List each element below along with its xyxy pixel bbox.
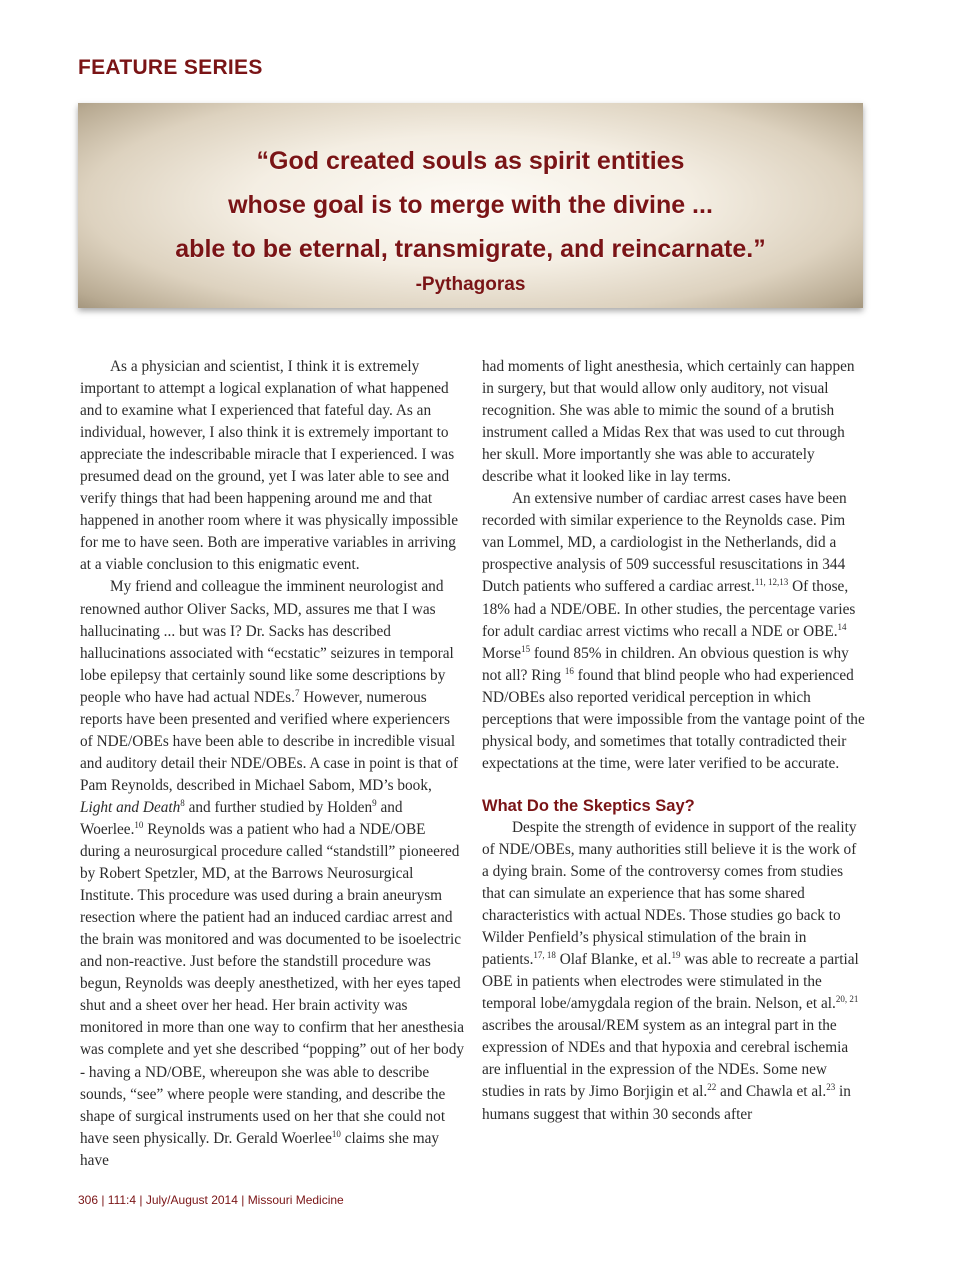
paragraph-text: found that blind people who had experienced ND/OBEs also reported veridical perception in which perceptions that were impossible from the vantage point of the physical body, and sometimes that totally contradicted their expectations at the time, were later verified to be accurate. <box>482 666 865 772</box>
paragraph-text: and Chawla et al. <box>716 1083 827 1101</box>
paragraph-text: and Woerlee. <box>80 798 403 838</box>
reference: 22 <box>707 1082 717 1093</box>
reference: 16 <box>564 665 574 676</box>
reference: 23 <box>826 1082 836 1093</box>
series-label: FEATURE SERIES <box>78 56 263 79</box>
quote-attribution: -Pythagoras <box>415 274 526 295</box>
paragraph-text: found 85% in children. An obvious question is why not all? Ring <box>482 644 849 684</box>
reference: 19 <box>671 950 681 961</box>
paragraph <box>80 576 464 1171</box>
reference: 7 <box>294 687 300 698</box>
reference: 9 <box>372 797 377 808</box>
paragraph-text: An extensive number of cardiac arrest cases have been recorded with similar experience to the Reynolds case. Pim van Lommel, MD, a cardiologist in the Netherlands, did a prospective analysis of 509 successful resuscitations in 344 Dutch patients who suffered a cardiac arrest. <box>482 490 847 596</box>
paragraph-text: Reynolds was a patient who had a NDE/OBE during a neurosurgical procedure called “standstill” pioneered by Robert Spetzler, MD, at the Barrows Neurosurgical Institute. This procedure was used during a brain aneurysm resection where the patient had an induced cardiac arrest and the brain was monitored and was documented to be isoelectric and non-reactive. Just before the standstill procedure was begun, Reynolds was deeply anesthetized, with her eyes taped shut and a sheet over her head. Her brain activity was monitored in more than one way to confirm that her anesthesia was complete and yet she described “popping” out of her body - having a ND/OBE, whereupon she was able to describe sounds, “see” where people were standing, and describe the shape of surgical instruments used on her that she could not have seen physically. Dr. Gerald Woerlee <box>80 820 465 1147</box>
reference: 14 <box>837 621 847 632</box>
page-footer: 306 | 111:4 | July/August 2014 | Missouri Medicine <box>78 1193 344 1207</box>
paragraph-text: was able to recreate a partial OBE in patients when electrodes were stimulated in the temporal lobe/amygdala region of the brain. Nelson, et al. <box>482 951 859 1013</box>
quote-line-3: able to be eternal, transmigrate, and reincarnate.” <box>175 235 766 263</box>
paragraph-text: Olaf Blanke, et al. <box>555 951 672 969</box>
paragraph <box>482 817 866 1126</box>
reference: 11, 12,13 <box>754 577 789 588</box>
paragraph-text: My friend and colleague the imminent neurologist and renowned author Oliver Sacks, MD, assures me that I was hallucinating ... but was I? Dr. Sacks has described hallucinations associated with “ecstatic” seizures in temporal lobe epilepsy that certainly sound like some descriptions by people who have had actual NDEs. <box>80 578 454 706</box>
section-heading: What Do the Skeptics Say? <box>482 796 695 815</box>
paragraph <box>80 356 464 576</box>
paragraph-text: ascribes the arousal/REM system as an integral part in the expression of NDEs and that hypoxia and cerebral ischemia are influential in the expression of the NDEs. Some new studies in rats by Jimo Borjigin et al. <box>482 1017 849 1101</box>
paragraph-text: Despite the strength of evidence in support of the reality of NDE/OBEs, many authorities still believe it is the work of a dying brain. Some of the controversy comes from studies that can simulate an experience that has some shared characteristics with actual NDEs. Those studies go back to Wilder Penfield’s physical stimulation of the brain in patients. <box>482 818 857 969</box>
left-column <box>80 356 464 1172</box>
reference: 10 <box>331 1128 341 1139</box>
paragraph-text: Of those, 18% had a NDE/OBE. In other studies, the percentage varies for adult cardiac arrest victims who recall a NDE or OBE. <box>482 578 856 640</box>
reference: 10 <box>134 819 144 830</box>
quote-banner <box>78 103 863 308</box>
paragraph-text: claims she may have <box>80 1129 440 1169</box>
reference: 17, 18 <box>533 950 556 961</box>
reference: 15 <box>521 643 531 654</box>
reference: 20, 21 <box>835 994 859 1005</box>
paragraph <box>482 356 866 488</box>
paragraph-text: in humans suggest that within 30 seconds after <box>482 1083 851 1123</box>
paragraph-text: and further studied by Holden <box>184 798 373 816</box>
reference: 8 <box>180 797 185 808</box>
book-title: Light and Death <box>80 798 181 816</box>
quote-line-1: “God created souls as spirit entities <box>256 147 685 175</box>
quote-line-2: whose goal is to merge with the divine ... <box>228 191 713 219</box>
paragraph-text: Morse <box>482 644 522 662</box>
paragraph-text: As a physician and scientist, I think it is extremely important to attempt a logical explanation of what happened and to examine what I experienced that fateful day. As an individual, however, I also think it is extremely important to appreciate the indescribable miracle that I experienced. I was presumed dead on the ground, yet I was later able to see and verify things that had been happening around me and that happened in another room where it was physically impossible for me to have seen. Both are imperative variables in arriving at a viable conclusion to this enigmatic event. <box>80 358 459 574</box>
paragraph-text: had moments of light anesthesia, which certainly can happen in surgery, but that would allow only auditory, not visual recognition. She was able to mimic the sound of a brutish instrument called a Midas Rex that was used to cut through her skull. More importantly she was able to accurately describe what it looked like in lay terms. <box>482 358 855 486</box>
paragraph <box>482 488 866 775</box>
paragraph-text: However, numerous reports have been presented and verified where experiencers of NDE/OBEs have been able to describe in incredible visual and auditory detail their NDE/OBEs. A case in point is that of Pam Reynolds, described in Michael Sabom, MD’s book, <box>80 688 459 794</box>
right-column <box>482 356 866 1126</box>
